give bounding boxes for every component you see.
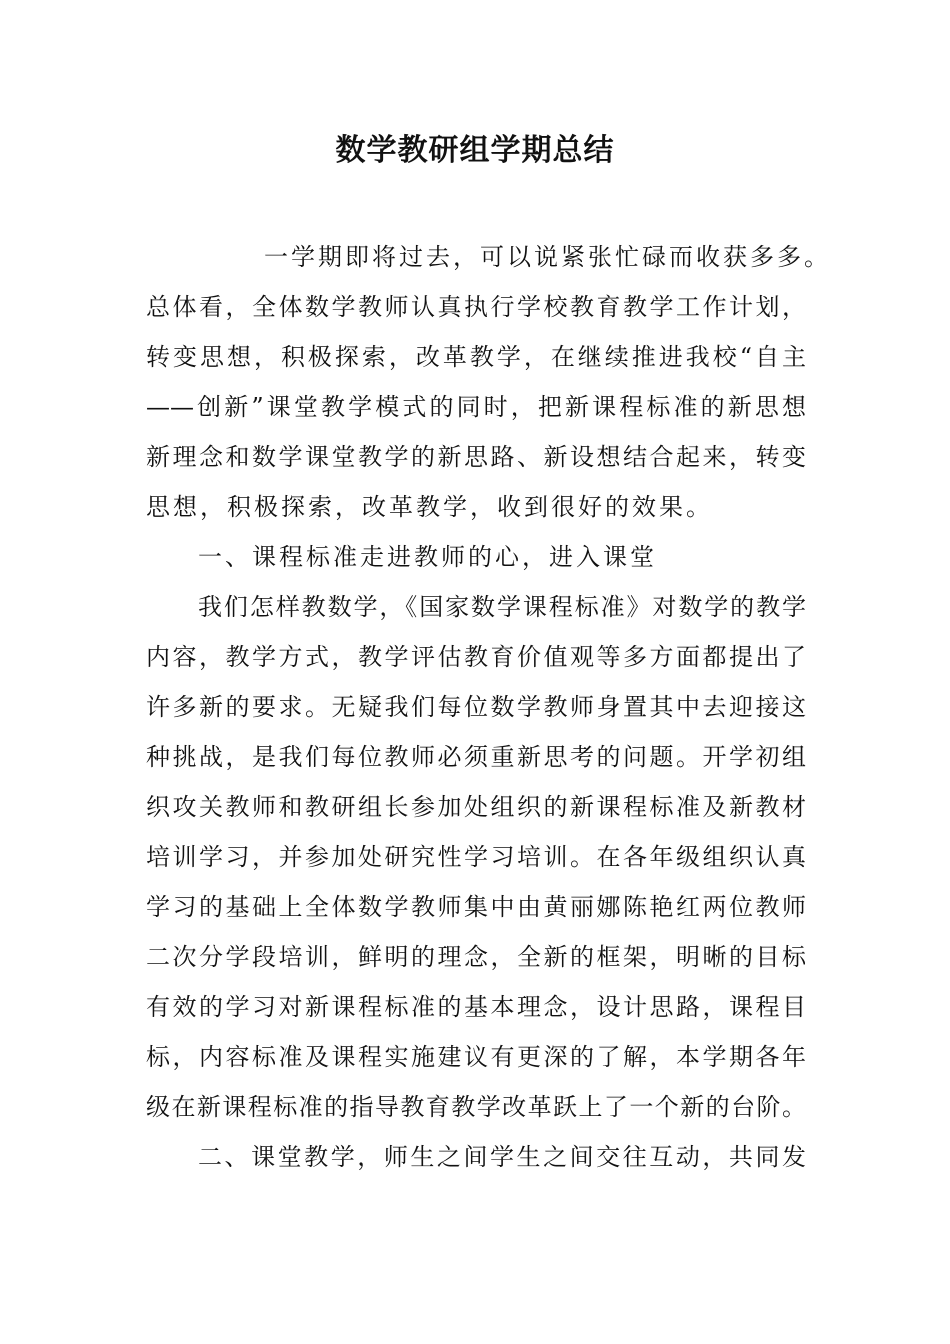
paragraph-line: 许多新的要求。无疑我们每位数学教师身置其中去迎接这 [146,693,806,721]
paragraph-line: 思想，积极探索，改革教学，收到很好的效果。 [146,493,713,521]
paragraph-line: 一学期即将过去，可以说紧张忙碌而收获多多。 [264,243,831,271]
paragraph-line: 新理念和数学课堂教学的新思路、新设想结合起来，转变 [146,443,806,471]
paragraph-line: 有效的学习对新课程标准的基本理念，设计思路，课程目 [146,993,806,1021]
paragraph-line: 转变思想，积极探索，改革教学，在继续推进我校“自主 [146,343,806,371]
paragraph-line: 培训学习，并参加处研究性学习培训。在各年级组织认真 [146,843,806,871]
paragraph-line: 级在新课程标准的指导教育教学改革跃上了一个新的台阶。 [146,1093,806,1121]
document-body [146,232,831,1182]
paragraph-line: 种挑战，是我们每位教师必须重新思考的问题。开学初组 [146,743,806,771]
section-heading: 二、课堂教学，师生之间学生之间交往互动，共同发 [198,1143,806,1171]
paragraph-line: 总体看，全体数学教师认真执行学校教育教学工作计划， [146,293,806,321]
paragraph-line: 学习的基础上全体数学教师集中由黄丽娜陈艳红两位教师 [146,893,806,921]
paragraph-line: 织攻关教师和教研组长参加处组织的新课程标准及新教材 [146,793,806,821]
paragraph-line: 我们怎样教数学，《国家数学课程标准》对数学的教学 [198,593,806,621]
document-title: 数学教研组学期总结 [335,133,615,168]
paragraph-line: ——创新”课堂教学模式的同时，把新课程标准的新思想 [146,393,806,421]
section-heading: 一、课程标准走进教师的心，进入课堂 [198,543,657,571]
paragraph-line: 标，内容标准及课程实施建议有更深的了解，本学期各年 [146,1043,806,1071]
paragraph-line: 内容，教学方式，教学评估教育价值观等多方面都提出了 [146,643,806,671]
paragraph-line: 二次分学段培训，鲜明的理念，全新的框架，明晰的目标 [146,943,806,971]
